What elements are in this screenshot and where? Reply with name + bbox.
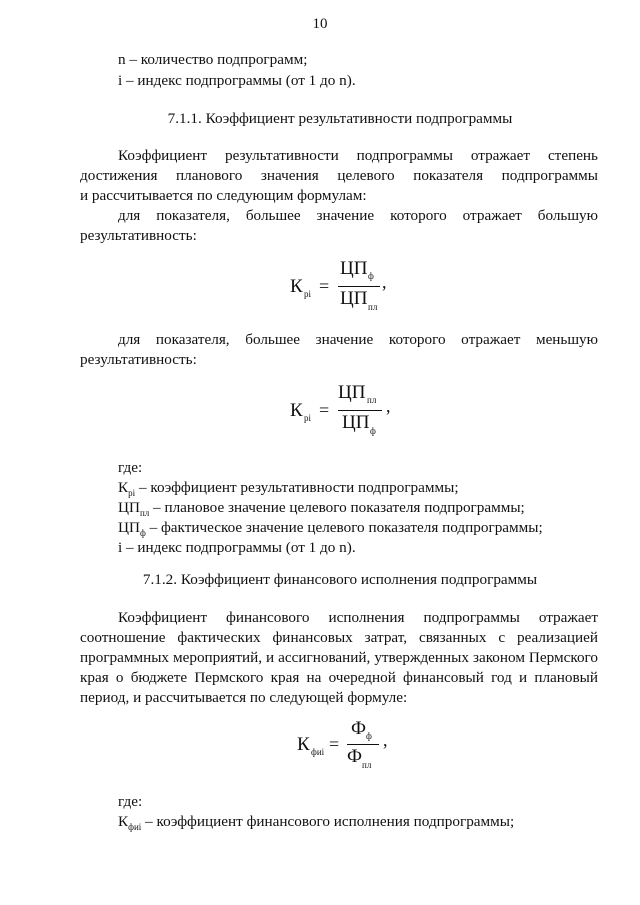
- formula3-numerator-sub: ф: [366, 731, 372, 741]
- para2-line5: период, и рассчитывается по следующей формуле:: [80, 689, 408, 706]
- where1-l2-sub: пл: [139, 508, 150, 518]
- where1-line4: i – индекс подпрограммы (от 1 до n).: [118, 539, 356, 556]
- formula2-denominator: ЦП: [342, 412, 370, 433]
- where1-line3: [118, 518, 543, 539]
- para2-line2: соотношение фактических финансовых затрат, связанных с реализацией: [80, 629, 598, 646]
- formula-result-lower: [290, 382, 410, 442]
- para1-line2: достижения планового значения целевого показателя подпрограммы: [80, 167, 598, 184]
- formula-financial: [297, 718, 417, 778]
- formula1-bar: [338, 286, 380, 287]
- formula2-lhs: К: [290, 400, 303, 421]
- formula2-numerator: ЦП: [338, 382, 366, 403]
- formula2-equals: =: [319, 400, 330, 420]
- where1-line1: [118, 478, 459, 499]
- formula3-lhs: К: [297, 734, 310, 755]
- formula2-denominator-sub: ф: [370, 426, 376, 436]
- def-i: i – индекс подпрограммы (от 1 до n).: [118, 72, 356, 89]
- where1-l2-text: – плановое значение целевого показателя подпрограммы;: [149, 499, 525, 516]
- case2-line2: результативность:: [80, 351, 197, 368]
- formula3-fraction: [347, 718, 381, 778]
- formula3-bar: [347, 744, 379, 745]
- where1-l1-sub: рi: [128, 488, 136, 498]
- where2-l1-sub: фиi: [128, 822, 142, 832]
- para2-line3: программных мероприятий, и ассигнований, утвержденных законом Пермского: [80, 649, 598, 666]
- formula3-denominator-sub: пл: [362, 760, 372, 770]
- page-number: 10: [312, 16, 328, 32]
- where1-line2: [118, 498, 525, 519]
- where1-l3-sub: ф: [139, 528, 146, 538]
- where1-l1-text: – коэффициент результативности подпрограммы;: [135, 479, 459, 496]
- where1-l3-symbol: ЦП: [118, 519, 140, 536]
- formula3-denominator: Ф: [347, 746, 363, 767]
- formula1-equals: =: [319, 276, 330, 296]
- formula2-bar: [338, 410, 382, 411]
- formula2-lhs-sub: рi: [304, 413, 312, 423]
- para1-line3: и рассчитывается по следующим формулам:: [80, 187, 367, 204]
- formula1-comma: ,: [382, 272, 387, 292]
- where1-l2-symbol: ЦП: [118, 499, 140, 516]
- formula1-fraction: [338, 258, 376, 318]
- where2-label: где:: [118, 793, 143, 810]
- where2-line1: [118, 812, 514, 833]
- formula2-comma: ,: [386, 396, 391, 416]
- where1-l3-text: – фактическое значение целевого показателя подпрограммы;: [145, 519, 543, 536]
- formula1-denominator-sub: пл: [368, 302, 378, 312]
- formula-result-higher: [290, 258, 410, 318]
- where2-l1-text: – коэффициент финансового исполнения подпрограммы;: [141, 813, 515, 830]
- formula3-equals: =: [329, 734, 340, 754]
- case2-line1: для показателя, большее значение которого отражает меньшую: [118, 331, 598, 348]
- formula1-lhs: К: [290, 276, 303, 297]
- formula1-denominator: ЦП: [340, 288, 368, 309]
- formula1-lhs-sub: рi: [304, 289, 312, 299]
- para2-line4: края о бюджете Пермского края на очередной финансовый год и плановый: [80, 669, 598, 686]
- case1-line1: для показателя, большее значение которого отражает большую: [118, 207, 598, 224]
- formula2-numerator-sub: пл: [367, 395, 377, 405]
- formula3-comma: ,: [383, 730, 388, 750]
- section-heading-1: 7.1.1. Коэффициент результативности подпрограммы: [167, 110, 513, 127]
- para2-line1: Коэффициент финансового исполнения подпрограммы отражает: [118, 609, 598, 626]
- formula1-numerator: ЦП: [340, 258, 368, 279]
- formula1-numerator-sub: ф: [368, 271, 374, 281]
- where1-l1-symbol: К: [118, 479, 129, 496]
- formula2-fraction: [338, 382, 380, 442]
- formula3-numerator: Ф: [351, 718, 367, 739]
- where2-l1-symbol: К: [118, 813, 129, 830]
- def-n: n – количество подпрограмм;: [118, 51, 308, 68]
- formula3-lhs-sub: фиi: [311, 747, 325, 757]
- case1-line2: результативность:: [80, 227, 197, 244]
- section-heading-2: 7.1.2. Коэффициент финансового исполнения подпрограммы: [142, 571, 538, 588]
- para1-line1: Коэффициент результативности подпрограммы отражает степень: [118, 147, 598, 164]
- where1-label: где:: [118, 459, 143, 476]
